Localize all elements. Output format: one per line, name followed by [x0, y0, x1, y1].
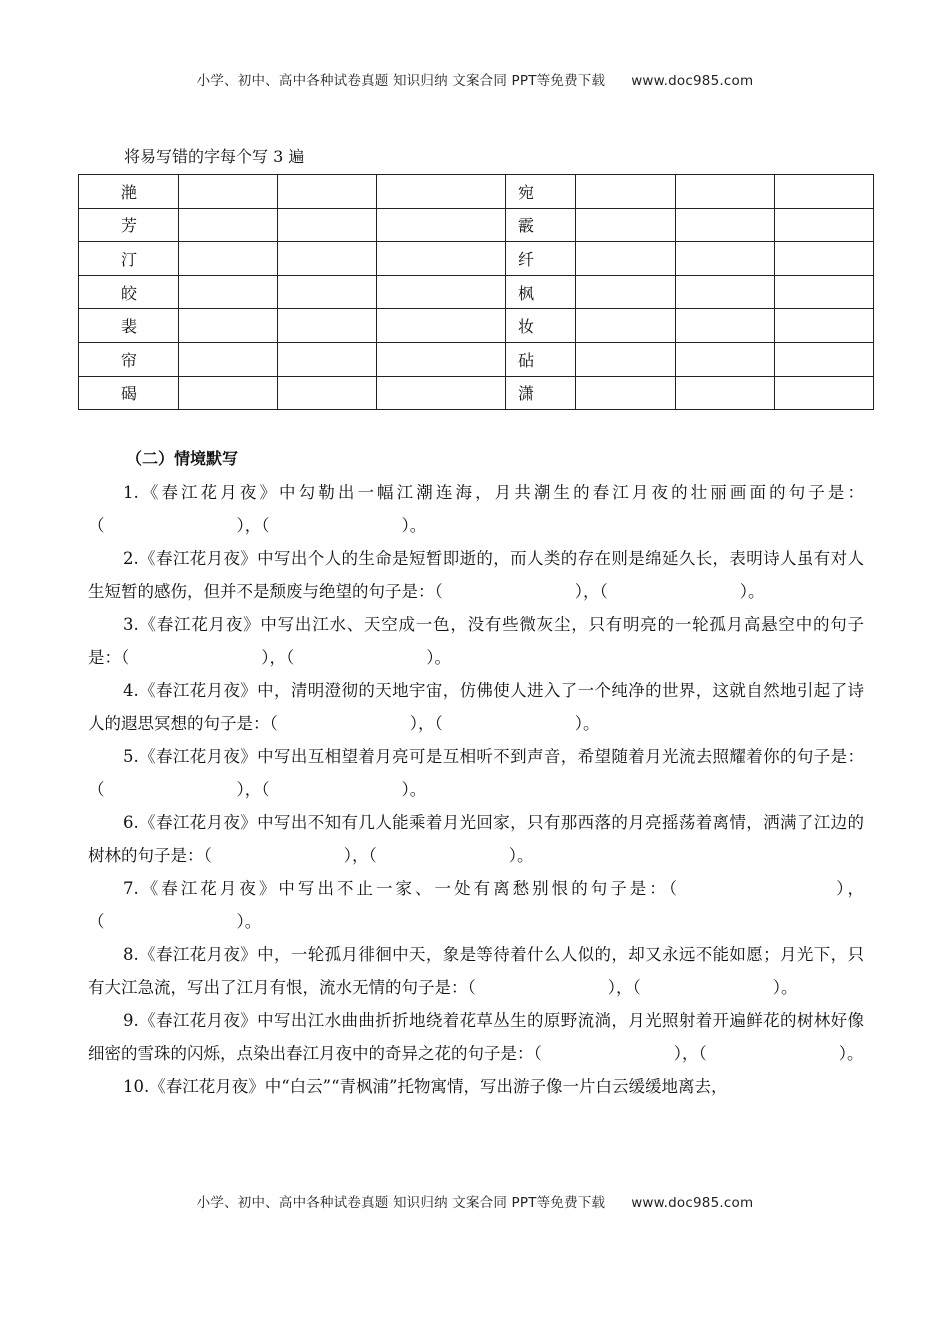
blank-cell[interactable]: [576, 242, 676, 276]
question-item: 2.《春江花月夜》中写出个人的生命是短暂即逝的，而人类的存在则是绵延久长，表明诗人虽有对人生短暂的感伤，但并不是颓废与绝望的句子是：（ ），（ ）。: [88, 549, 864, 601]
char-cell: 芳: [79, 208, 179, 242]
char-cell: 妆: [506, 309, 576, 343]
blank-cell[interactable]: [377, 275, 506, 309]
footer-text: 小学、初中、高中各种试卷真题 知识归纳 文案合同 PPT等免费下载: [196, 1195, 606, 1211]
blank-cell[interactable]: [278, 242, 377, 276]
char-cell: 砧: [506, 342, 576, 376]
blank-cell[interactable]: [676, 342, 775, 376]
char-cell: 裴: [79, 309, 179, 343]
question-item: 4.《春江花月夜》中，清明澄彻的天地宇宙，仿佛使人进入了一个纯净的世界，这就自然地引起了诗人的遐思冥想的句子是：（ ），（ ）。: [88, 681, 864, 733]
blank-cell[interactable]: [676, 309, 775, 343]
blank-cell[interactable]: [775, 376, 874, 410]
question-item: 9.《春江花月夜》中写出江水曲曲折折地绕着花草丛生的原野流淌，月光照射着开遍鲜花的树林好像细密的雪珠的闪烁，点染出春江月夜中的奇异之花的句子是：（ ），（ ）。: [88, 1011, 864, 1063]
char-cell: 纤: [506, 242, 576, 276]
blank-cell[interactable]: [179, 275, 278, 309]
blank-cell[interactable]: [775, 275, 874, 309]
blank-cell[interactable]: [775, 208, 874, 242]
blank-cell[interactable]: [179, 342, 278, 376]
char-cell: 枫: [506, 275, 576, 309]
page-header: [0, 69, 950, 89]
question-item: 6.《春江花月夜》中写出不知有几人能乘着月光回家，只有那西落的月亮摇荡着离情，洒满了江边的树林的句子是：（ ），（ ）。: [88, 813, 864, 865]
blank-cell[interactable]: [377, 376, 506, 410]
table-row: [79, 175, 874, 209]
blank-cell[interactable]: [576, 309, 676, 343]
blank-cell[interactable]: [775, 342, 874, 376]
blank-cell[interactable]: [576, 208, 676, 242]
blank-cell[interactable]: [676, 376, 775, 410]
char-cell: 帘: [79, 342, 179, 376]
table-row: [79, 376, 874, 410]
blank-cell[interactable]: [179, 175, 278, 209]
section-title: （二）情境默写: [126, 449, 239, 468]
blank-cell[interactable]: [278, 175, 377, 209]
blank-cell[interactable]: [179, 309, 278, 343]
blank-cell[interactable]: [775, 242, 874, 276]
question-item: 7.《春江花月夜》中写出不止一家、一处有离愁别恨的句子是：（ ），（ ）。: [88, 879, 864, 931]
blank-cell[interactable]: [278, 309, 377, 343]
blank-cell[interactable]: [377, 342, 506, 376]
blank-cell[interactable]: [278, 275, 377, 309]
table-row: [79, 309, 874, 343]
blank-cell[interactable]: [278, 342, 377, 376]
practice-table: [78, 174, 874, 410]
blank-cell[interactable]: [278, 376, 377, 410]
header-text: 小学、初中、高中各种试卷真题 知识归纳 文案合同 PPT等免费下载: [196, 73, 606, 89]
table-row: [79, 275, 874, 309]
char-cell: 潇: [506, 376, 576, 410]
blank-cell[interactable]: [179, 208, 278, 242]
footer-url[interactable]: www.doc985.com: [631, 1195, 754, 1211]
blank-cell[interactable]: [179, 242, 278, 276]
question-item: 8.《春江花月夜》中，一轮孤月徘徊中天，象是等待着什么人似的，却又永远不能如愿；月光下，只有大江急流，写出了江月有恨，流水无情的句子是：（ ），（ ）。: [88, 945, 864, 997]
question-item: 10.《春江花月夜》中“白云”“青枫浦”托物寓情，写出游子像一片白云缓缓地离去，: [123, 1077, 728, 1096]
blank-cell[interactable]: [576, 342, 676, 376]
blank-cell[interactable]: [576, 275, 676, 309]
table-row: [79, 342, 874, 376]
blank-cell[interactable]: [377, 175, 506, 209]
blank-cell[interactable]: [676, 275, 775, 309]
blank-cell[interactable]: [576, 376, 676, 410]
blank-cell[interactable]: [278, 208, 377, 242]
char-cell: 皎: [79, 275, 179, 309]
char-cell: 霰: [506, 208, 576, 242]
blank-cell[interactable]: [179, 376, 278, 410]
char-cell: 滟: [79, 175, 179, 209]
question-item: 1.《春江花月夜》中勾勒出一幅江潮连海，月共潮生的春江月夜的壮丽画面的句子是：（ ），（ ）。: [88, 483, 864, 535]
header-url[interactable]: www.doc985.com: [631, 73, 754, 89]
blank-cell[interactable]: [377, 208, 506, 242]
blank-cell[interactable]: [676, 175, 775, 209]
char-cell: 碣: [79, 376, 179, 410]
blank-cell[interactable]: [676, 242, 775, 276]
table-row: [79, 242, 874, 276]
blank-cell[interactable]: [576, 175, 676, 209]
blank-cell[interactable]: [377, 242, 506, 276]
blank-cell[interactable]: [676, 208, 775, 242]
char-cell: 汀: [79, 242, 179, 276]
question-list: [88, 477, 864, 1104]
blank-cell[interactable]: [775, 309, 874, 343]
table-row: [79, 208, 874, 242]
page-footer: [0, 1191, 950, 1211]
table-caption: 将易写错的字每个写 3 遍: [124, 147, 305, 166]
question-item: 3.《春江花月夜》中写出江水、天空成一色，没有些微灰尘，只有明亮的一轮孤月高悬空中的句子是：（ ），（ ）。: [88, 615, 864, 667]
blank-cell[interactable]: [775, 175, 874, 209]
question-item: 5.《春江花月夜》中写出互相望着月亮可是互相听不到声音，希望随着月光流去照耀着你的句子是：（ ），（ ）。: [88, 747, 864, 799]
blank-cell[interactable]: [377, 309, 506, 343]
char-cell: 宛: [506, 175, 576, 209]
